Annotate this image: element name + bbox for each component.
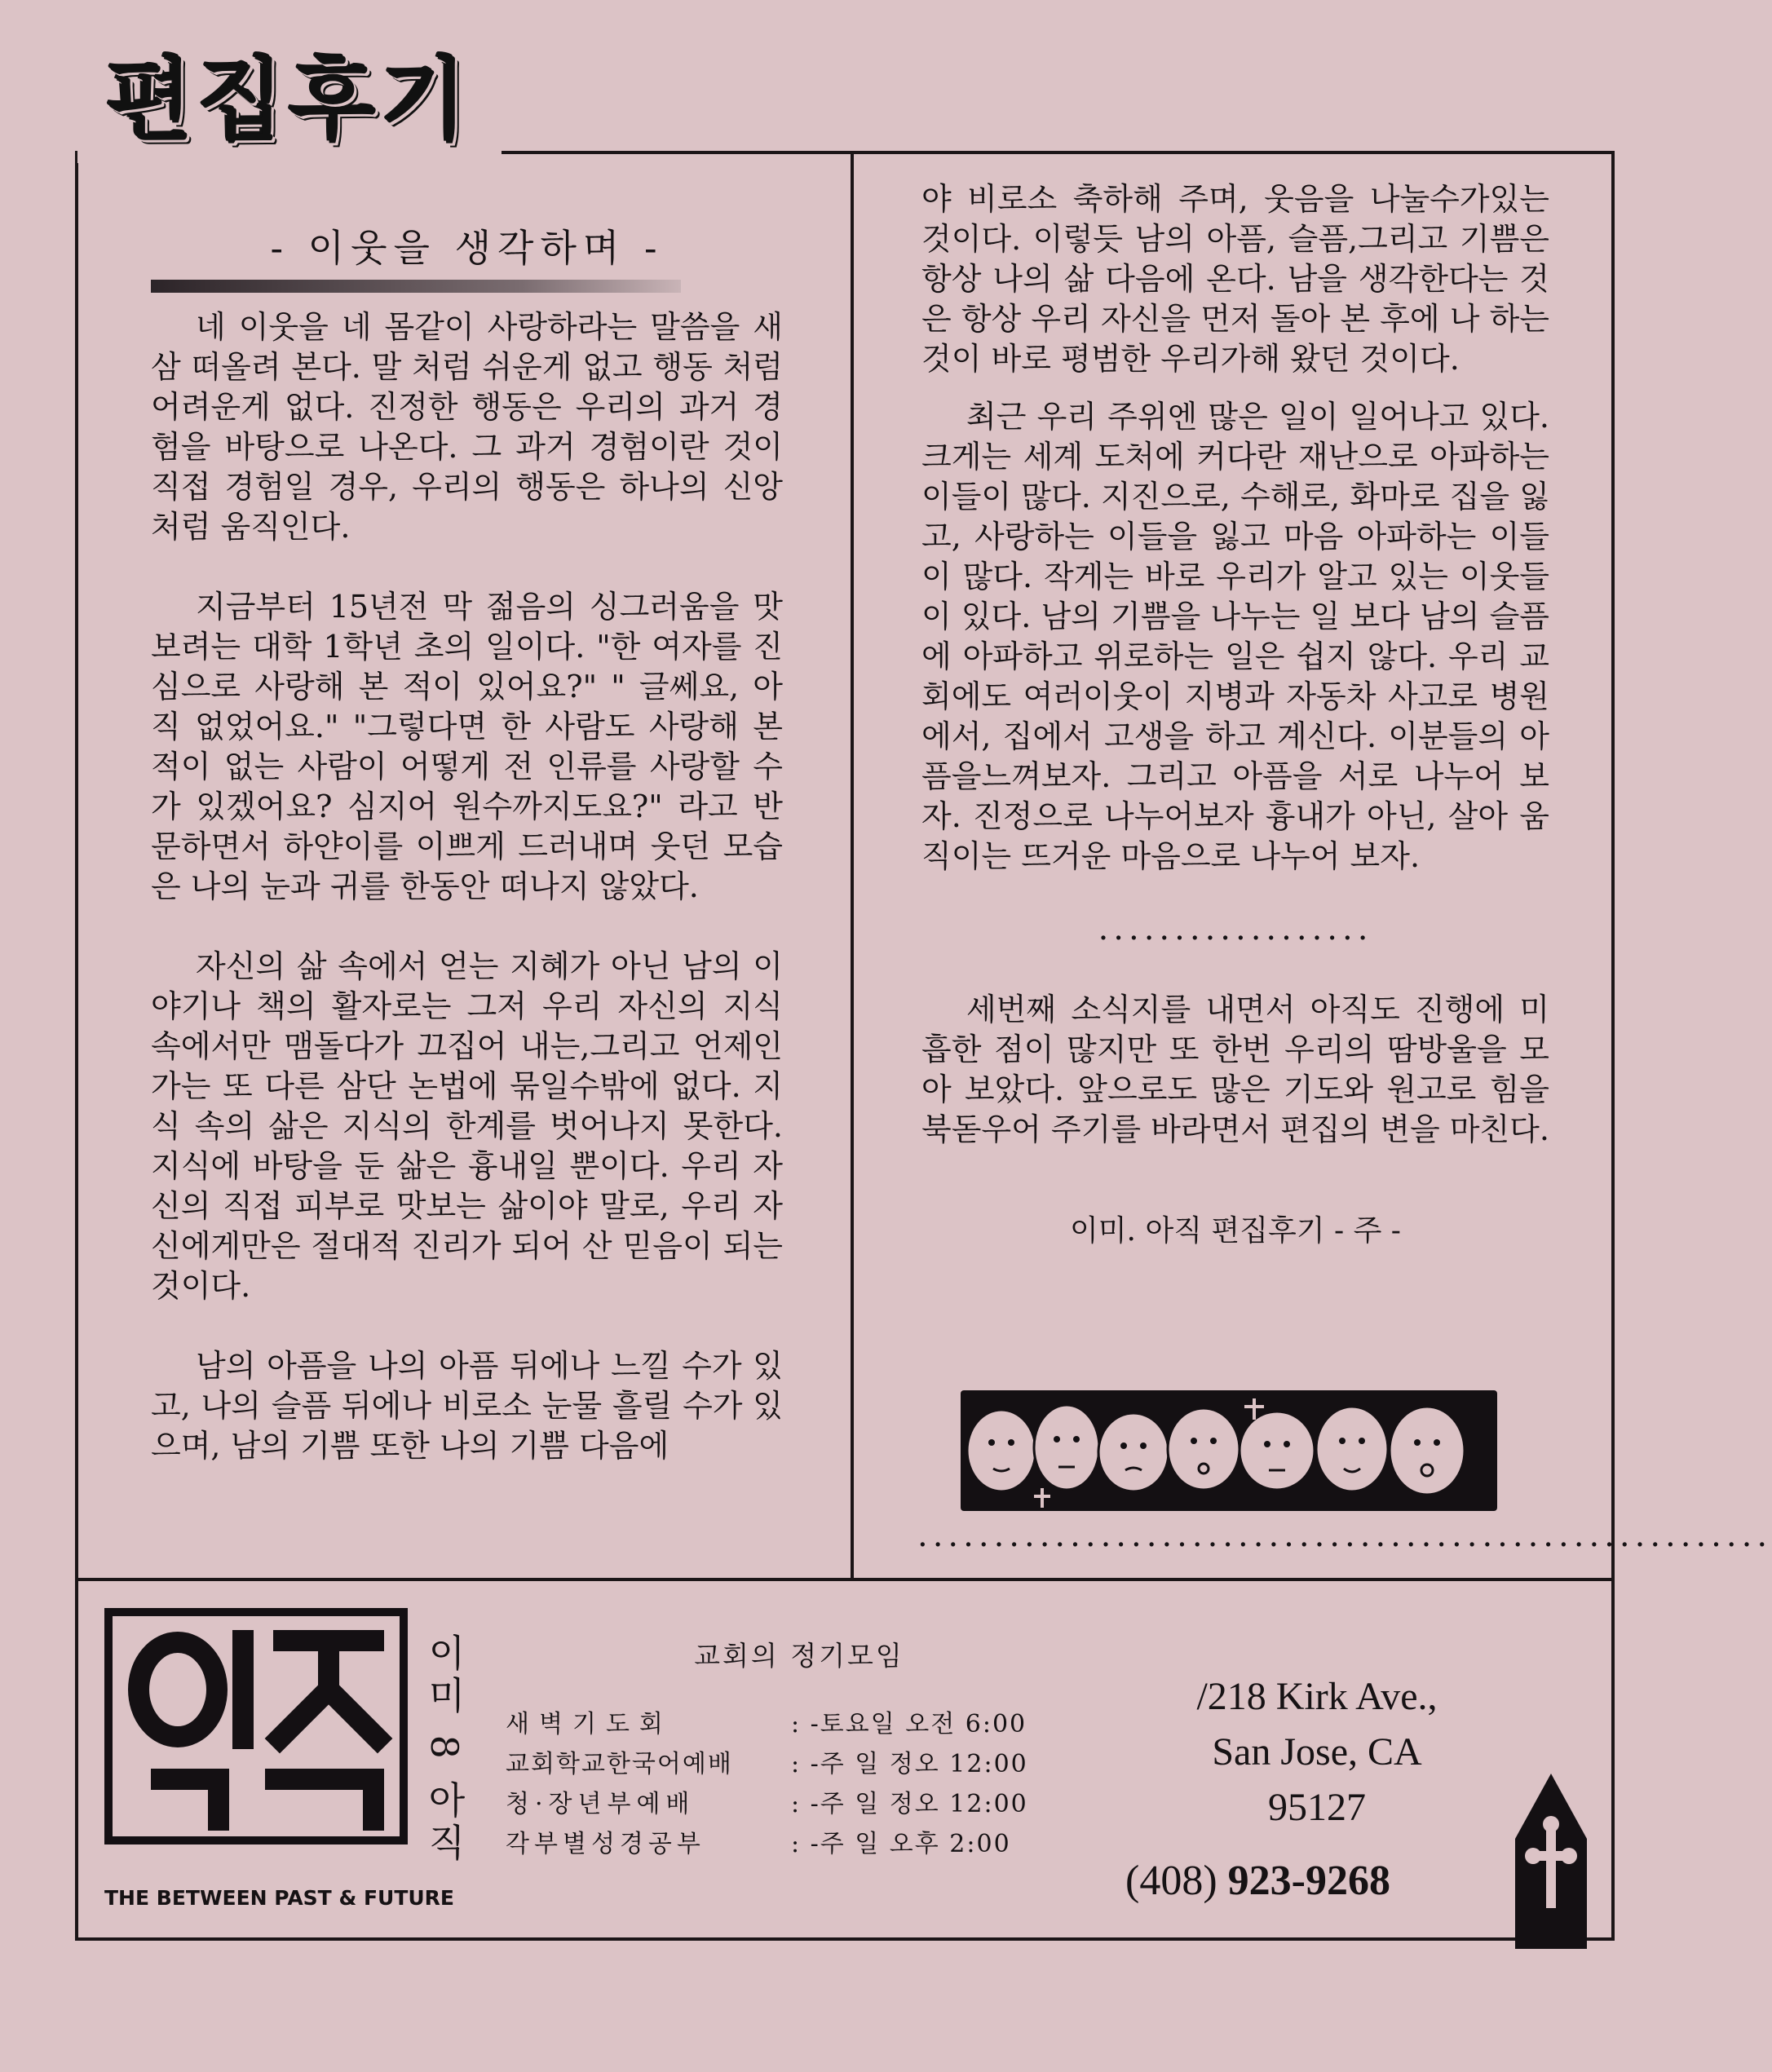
phone-digits: 923-9268	[1227, 1858, 1390, 1904]
column-divider	[851, 151, 854, 1579]
paragraph: 세번째 소식지를 내면서 아직도 진행에 미흡한 점이 많지만 또 한번 우리의 땀방울을 모아 보았다. 앞으로도 많은 기도와 원고로 힘을 북돋우어 주기를 바라면서 편집의 변을 마친다.	[921, 992, 1549, 1147]
logo	[104, 1608, 408, 1844]
dotted-separator: ..................	[1098, 910, 1373, 948]
right-column	[921, 179, 1549, 1251]
logo-glyph-icon	[113, 1616, 400, 1836]
faces-icon	[961, 1390, 1497, 1511]
schedule-time: : -주 일 오후 2:00	[791, 1829, 1011, 1858]
church-address	[1125, 1669, 1509, 1836]
address-line: /218 Kirk Ave.,	[1196, 1675, 1438, 1718]
vertical-name: 이미 8 아직	[422, 1632, 466, 1866]
paragraph: 야 비로소 축하해 주며, 웃음을 나눌수가있는 것이다. 이렇듯 남의 아픔, 슬픔,그리고 기쁨은 항상 나의 삶 다음에 온다. 남을 생각한다는 것은 항상 우리 자신을 먼저 돌아 본 후에 나 하는 것이 바로 평범한 우리가해 왔던 것이다.	[921, 181, 1549, 377]
dotted-separator: ........................................................	[917, 1517, 1772, 1554]
meeting-schedule	[506, 1635, 1093, 1861]
schedule-time: : -토요일 오전 6:00	[791, 1709, 1027, 1738]
faces-illustration	[961, 1390, 1497, 1511]
paragraph: 남의 아픔을 나의 아픔 뒤에나 느낄 수가 있고, 나의 슬픔 뒤에나 비로소 눈물 흘릴 수가 있으며, 남의 기쁨 또한 나의 기쁨 다음에	[151, 1348, 783, 1464]
schedule-name: 교회학교한국어예배	[506, 1749, 733, 1778]
paragraph: 최근 우리 주위엔 많은 일이 일어나고 있다. 크게는 세계 도처에 커다란 재난으로 아파하는 이들이 많다. 지진으로, 수해로, 화마로 집을 잃고, 사랑하는 이들을 잃고 마음 아파하는 이들이 많다. 작게는 바로 우리가 알고 있는 이웃들이 있다. 남의 기쁨을 나누는 일 보다 남의 슬픔에 아파하고 위로하는 일은 쉽지 않다. 우리 교회에도 여러이웃이 지병과 자동차 사고로 병원에서, 집에서 고생을 하고 계신다. 이분들의 아픔을느껴보자. 그리고 아픔을 서로 나누어 보자. 진정으로 나누어보자 흉내가 아닌, 살아 움직이는 뜨거운 마음으로 나누어 보자.	[921, 399, 1549, 874]
address-line: 95127	[1268, 1786, 1366, 1829]
paragraph: 네 이웃을 네 몸같이 사랑하라는 말씀을 새삼 떠올려 본다. 말 처럼 쉬운게 없고 행동 처럼 어려운게 없다. 진정한 행동은 우리의 과거 경험을 바탕으로 나온다. 그 과거 경험이란 것이 직접 경험일 경우, 우리의 행동은 하나의 신앙처럼 움직인다.	[151, 309, 783, 545]
paragraph: 자신의 삶 속에서 얻는 지혜가 아닌 남의 이야기나 책의 활자로는 그저 우리 자신의 지식 속에서만 맴돌다가 끄집어 내는,그리고 언제인가는 또 다른 삼단 논법에 묶일수밖에 없다. 지식 속의 삶은 지식의 한계를 벗어나지 못한다. 지식에 바탕을 둔 삶은 흉내일 뿐이다. 우리 자신의 직접 피부로 맛보는 삶이야 말로, 우리 자신에게만은 절대적 진리가 되어 산 믿음이 되는 것이다.	[151, 948, 783, 1304]
schedule-time: : -주 일 정오 12:00	[791, 1749, 1028, 1778]
phone-number	[1125, 1857, 1390, 1905]
address-line: San Jose, CA	[1212, 1730, 1422, 1774]
logo-tagline: THE BETWEEN PAST & FUTURE	[104, 1886, 455, 1910]
paragraph: 지금부터 15년전 막 젊음의 싱그러움을 맛보려는 대학 1학년 초의 일이다. "한 여자를 진심으로 사랑해 본 적이 있어요?" " 글쎄요, 아직 없었어요." "그렇다면 한 사람도 사랑해 본 적이 없는 사람이 어떻게 전 인류를 사랑할 수가 있겠어요? 심지어 원수까지도요?" 라고 반문하면서 하얀이를 이쁘게 드러내며 웃던 모습은 나의 눈과 귀를 한동안 떠나지 않았다.	[151, 589, 783, 904]
schedule-row	[506, 1741, 1093, 1781]
left-column	[151, 228, 783, 1466]
section-heading: - 이웃을 생각하며 -	[270, 226, 664, 270]
heading-rule	[151, 280, 681, 293]
schedule-name: 각부별성경공부	[506, 1829, 705, 1858]
masthead-title: 편집후기	[106, 49, 473, 153]
schedule-row	[506, 1701, 1093, 1741]
schedule-time: : -주 일 정오 12:00	[791, 1789, 1028, 1818]
church-cross-icon	[1515, 1774, 1587, 1949]
schedule-title: 교회의 정기모임	[694, 1640, 904, 1672]
phone-area-code: (408)	[1125, 1858, 1217, 1904]
schedule-name: 새벽기도회	[506, 1709, 673, 1738]
footer-divider	[75, 1578, 1615, 1581]
schedule-row	[506, 1781, 1093, 1821]
signature: 이미. 아직 편집후기 - 주 -	[1070, 1214, 1401, 1248]
masthead	[77, 24, 502, 163]
schedule-row	[506, 1821, 1093, 1861]
schedule-name: 청·장년부예배	[506, 1789, 696, 1818]
